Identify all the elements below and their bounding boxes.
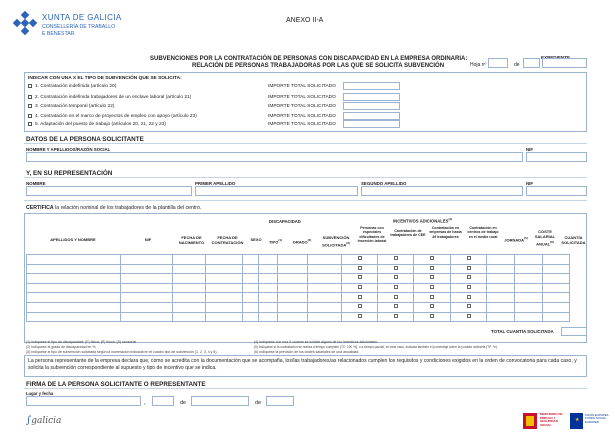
column-footnote-14: (6) — [550, 239, 554, 244]
column-header-text-7: GRADO — [292, 239, 308, 245]
column-header-text-15: CUANTÍA SOLICITADA — [561, 235, 586, 245]
table-cell[interactable] — [206, 274, 243, 284]
table-cell[interactable] — [308, 312, 342, 322]
column-header-text-12: Contratación en centros de trabajo en el medio rural — [467, 226, 499, 239]
incentive-checkbox[interactable] — [467, 285, 471, 289]
column-footnote-13: (5) — [524, 236, 528, 240]
table-cell[interactable] — [243, 283, 259, 293]
rep-primer-apellido-label: PRIMER APELLIDO — [195, 181, 236, 186]
month-field[interactable] — [191, 396, 249, 406]
column-footnote-8: (3) — [346, 240, 350, 245]
column-header-text-2: NIF — [144, 237, 152, 242]
galicia-swoosh-icon: ∫ — [26, 415, 32, 426]
table-cell[interactable] — [259, 274, 278, 284]
table-cell[interactable] — [543, 274, 570, 284]
column-header-1 — [26, 238, 120, 243]
incentive-cell[interactable] — [342, 293, 378, 303]
table-cell[interactable] — [173, 312, 206, 322]
table-row — [27, 274, 570, 284]
column-header-text-11: Contratación en empresas de hasta 49 trabajadores — [429, 226, 462, 239]
incentive-cell[interactable] — [414, 302, 451, 312]
galicia-brand-text: galicia — [31, 416, 62, 426]
signature-divider — [24, 388, 587, 389]
table-cell[interactable] — [173, 293, 206, 303]
table-cell[interactable] — [243, 264, 259, 274]
table-cell[interactable] — [515, 302, 543, 312]
incentive-checkbox[interactable] — [467, 275, 471, 279]
column-header-9 — [354, 226, 390, 244]
table-cell[interactable] — [259, 255, 278, 265]
incentive-checkbox[interactable] — [394, 285, 398, 289]
incentive-cell[interactable] — [451, 293, 487, 303]
table-cell[interactable] — [308, 283, 342, 293]
applicant-name-field[interactable] — [26, 152, 523, 162]
table-cell[interactable] — [308, 255, 342, 265]
column-header-12 — [465, 226, 501, 239]
incentive-cell[interactable] — [342, 255, 378, 265]
incentive-checkbox[interactable] — [430, 266, 434, 270]
incentive-checkbox[interactable] — [358, 314, 362, 318]
table-cell[interactable] — [121, 255, 173, 265]
incentive-checkbox[interactable] — [430, 295, 434, 299]
incentive-cell[interactable] — [342, 283, 378, 293]
column-header-text-4: FECHA DE CONTRATACIÓN — [211, 235, 244, 245]
subsidy-total-field-4[interactable] — [343, 112, 400, 120]
table-cell[interactable] — [308, 264, 342, 274]
subsidy-total-label-4: IMPORTE TOTAL SOLICITADO — [268, 113, 336, 119]
table-cell[interactable] — [515, 255, 543, 265]
subsidy-total-field-5[interactable] — [343, 120, 400, 128]
column-header-text-1: APELLIDOS Y NOMBRE — [50, 237, 96, 242]
note-5: (5) Indíquese si la contratación se realiza a tiempo completo (TC: 100 %), o a tiempo parcial, en este caso, indicará también el porcentaje sobre la jornada ordinaria (TP: %). — [254, 345, 498, 349]
incentive-checkbox[interactable] — [430, 256, 434, 260]
column-header-11 — [427, 226, 464, 239]
incentive-checkbox[interactable] — [394, 314, 398, 318]
subsidy-total-label-2: IMPORTE TOTAL SOLICITADO — [268, 94, 336, 100]
table-cell[interactable] — [515, 274, 543, 284]
column-header-13 — [502, 236, 530, 243]
table-cell[interactable] — [487, 264, 515, 274]
table-cell[interactable] — [243, 293, 259, 303]
incentive-checkbox[interactable] — [358, 285, 362, 289]
incentive-checkbox[interactable] — [358, 266, 362, 270]
incentive-checkbox[interactable] — [394, 304, 398, 308]
table-cell[interactable] — [308, 274, 342, 284]
table-cell[interactable] — [243, 274, 259, 284]
incentive-cell[interactable] — [414, 293, 451, 303]
incentive-checkbox[interactable] — [467, 314, 471, 318]
table-row — [27, 293, 570, 303]
table-row — [27, 264, 570, 274]
incentive-cell[interactable] — [414, 255, 451, 265]
incentive-cell[interactable] — [342, 274, 378, 284]
applicant-section-title: DATOS DE LA PERSONA SOLICITANTE — [26, 136, 144, 143]
incentive-checkbox[interactable] — [467, 304, 471, 308]
ministry-label: MINISTERIO DE EMPLEO Y SEGURIDAD SOCIAL — [540, 412, 563, 427]
column-header-text-3: FECHA DE NACIMIENTO — [178, 235, 205, 245]
table-cell[interactable] — [27, 312, 121, 322]
column-header-text-13: JORNADA — [504, 237, 525, 243]
table-cell[interactable] — [515, 264, 543, 274]
incentivos-header-text: INCENTIVOS ADICIONALES — [393, 218, 449, 224]
table-cell[interactable] — [259, 312, 278, 322]
subsidy-intro: INDICAR CON UNA X EL TIPO DE SUBVENCIÓN QUE SE SOLICITA: — [28, 76, 182, 81]
table-cell[interactable] — [121, 302, 173, 312]
place-date-label: Lugar y fecha — [26, 391, 54, 396]
subsidy-checkbox-3[interactable] — [28, 104, 32, 108]
incentive-cell[interactable] — [378, 283, 414, 293]
table-cell[interactable] — [121, 293, 173, 303]
incentive-checkbox[interactable] — [430, 314, 434, 318]
subsidy-type-label-2: 2. Contratación indefinida trabajadores de un enclave laboral (artículo 21) — [35, 94, 192, 100]
certifica-text — [26, 205, 201, 211]
incentive-cell[interactable] — [451, 312, 487, 322]
table-cell[interactable] — [173, 255, 206, 265]
incentive-cell[interactable] — [378, 302, 414, 312]
incentive-cell[interactable] — [414, 283, 451, 293]
table-cell[interactable] — [27, 293, 121, 303]
incentive-cell[interactable] — [342, 264, 378, 274]
incentive-checkbox[interactable] — [430, 304, 434, 308]
place-field[interactable] — [26, 396, 141, 406]
table-cell[interactable] — [278, 274, 308, 284]
incentive-checkbox[interactable] — [358, 256, 362, 260]
incentive-cell[interactable] — [451, 274, 487, 284]
incentive-checkbox[interactable] — [358, 275, 362, 279]
incentive-checkbox[interactable] — [467, 266, 471, 270]
incentive-cell[interactable] — [378, 264, 414, 274]
table-cell[interactable] — [27, 255, 121, 265]
note-4: (4) Indíquese con una X cuando se solicite alguno de los incentivos adicionales. — [254, 340, 378, 344]
form-title-line1: SUBVENCIONES POR LA CONTRATACIÓN DE PERSONAS CON DISCAPACIDAD EN LA EMPRESA ORDINARIA: — [150, 56, 468, 62]
incentive-cell[interactable] — [378, 255, 414, 265]
incentive-cell[interactable] — [414, 312, 451, 322]
subsidy-checkbox-5[interactable] — [28, 122, 32, 126]
certifica-divider — [24, 200, 587, 201]
incentive-cell[interactable] — [378, 274, 414, 284]
table-cell[interactable] — [487, 255, 515, 265]
table-cell[interactable] — [515, 293, 543, 303]
rep-primer-apellido-field[interactable] — [195, 186, 358, 196]
table-cell[interactable] — [487, 293, 515, 303]
incentive-cell[interactable] — [414, 274, 451, 284]
table-cell[interactable] — [206, 264, 243, 274]
column-header-7 — [287, 238, 317, 245]
column-header-10 — [390, 229, 426, 238]
table-cell[interactable] — [487, 283, 515, 293]
representative-divider — [24, 177, 587, 178]
column-header-4 — [209, 236, 246, 246]
column-header-text-9: Personas con especiales dificultades de inserción laboral — [357, 226, 387, 244]
rep-segundo-apellido-label: SEGUNDO APELLIDO — [361, 181, 407, 186]
column-header-5 — [248, 238, 264, 243]
day-field[interactable] — [152, 396, 174, 406]
table-cell[interactable] — [121, 283, 173, 293]
table-cell[interactable] — [243, 302, 259, 312]
incentive-checkbox[interactable] — [430, 285, 434, 289]
column-header-text-14: COSTE SALARIAL ANUAL — [534, 229, 556, 246]
applicant-divider — [24, 143, 587, 144]
table-cell[interactable] — [278, 264, 308, 274]
table-cell[interactable] — [278, 293, 308, 303]
note-2: (2) Indíquese el grado de discapacidad en %. — [26, 345, 97, 349]
incentive-checkbox[interactable] — [467, 256, 471, 260]
applicant-name-label: NOMBRE Y APELLIDOS/RAZÓN SOCIAL — [26, 147, 111, 152]
table-cell[interactable] — [173, 302, 206, 312]
incentivos-footnote: (4) — [448, 217, 453, 221]
table-cell[interactable] — [487, 274, 515, 284]
column-header-6 — [266, 238, 285, 245]
incentive-checkbox[interactable] — [358, 295, 362, 299]
subsidy-total-field-1[interactable] — [343, 82, 400, 90]
table-cell[interactable] — [278, 255, 308, 265]
table-cell[interactable] — [206, 293, 243, 303]
table-cell[interactable] — [27, 302, 121, 312]
table-row — [27, 283, 570, 293]
subsidy-checkbox-1[interactable] — [28, 84, 32, 88]
place-comma: , — [144, 400, 146, 406]
column-header-2 — [122, 238, 174, 243]
incentive-checkbox[interactable] — [394, 295, 398, 299]
rep-segundo-apellido-field[interactable] — [361, 186, 523, 196]
fse-label: FONDO SOCIAL EUROPEO — [585, 416, 607, 424]
table-cell[interactable] — [259, 293, 278, 303]
hoja-de-label: de — [514, 62, 520, 68]
column-header-text-5: SEXO — [250, 237, 262, 242]
subsidy-type-label-5: 5. Adaptación del puesto de trabajo (artículos 20, 21, 22 y 23) — [35, 121, 166, 127]
table-cell[interactable] — [543, 283, 570, 293]
incentive-checkbox[interactable] — [358, 304, 362, 308]
column-header-text-10: Contratación de trabajadores de CEE — [390, 229, 426, 238]
table-cell[interactable] — [543, 264, 570, 274]
subsidy-total-label-3: IMPORTE TOTAL SOLICITADO — [268, 103, 336, 109]
table-cell[interactable] — [278, 283, 308, 293]
spain-coat-of-arms-icon — [523, 413, 537, 429]
column-footnote-6: (1) — [278, 238, 282, 242]
de-label-1: de — [180, 400, 187, 406]
incentive-cell[interactable] — [342, 312, 378, 322]
table-cell[interactable] — [308, 302, 342, 312]
table-cell[interactable] — [27, 274, 121, 284]
hoja-label: Hoja nº — [470, 62, 487, 68]
total-cuantia-label: TOTAL CUANTÍA SOLICITADA — [491, 329, 554, 334]
eu-label — [585, 414, 611, 424]
incentive-checkbox[interactable] — [394, 256, 398, 260]
table-cell[interactable] — [515, 312, 543, 322]
table-row — [27, 302, 570, 312]
certifica-lead: CERTIFICA — [26, 205, 54, 211]
column-header-text-6: TIPO — [268, 239, 279, 245]
eu-flag-icon: ★ — [570, 413, 583, 429]
note-6: (6) Indíquese la previsión de los costes salariales de una anualidad. — [254, 350, 360, 354]
hoja-total-field[interactable] — [523, 58, 540, 68]
table-cell[interactable] — [206, 312, 243, 322]
incentive-cell[interactable] — [378, 312, 414, 322]
table-cell[interactable] — [543, 302, 570, 312]
signature-section-title: FIRMA DE LA PERSONA SOLICITANTE O REPRESENTANTE — [26, 381, 206, 388]
applicant-nif-field[interactable] — [526, 152, 587, 162]
department-line2: E BENESTAR — [42, 31, 75, 37]
subsidy-checkbox-4[interactable] — [28, 114, 32, 118]
table-cell[interactable] — [121, 274, 173, 284]
year-field[interactable] — [266, 396, 294, 406]
workers-table — [26, 254, 570, 322]
table-cell[interactable] — [515, 283, 543, 293]
rep-nif-label: NIF — [526, 181, 534, 186]
rep-nombre-field[interactable] — [26, 186, 192, 196]
table-cell[interactable] — [206, 283, 243, 293]
column-header-14 — [531, 230, 559, 247]
table-cell[interactable] — [487, 302, 515, 312]
subsidy-total-label-1: IMPORTE TOTAL SOLICITADO — [268, 83, 336, 89]
table-cell[interactable] — [27, 264, 121, 274]
table-cell[interactable] — [206, 302, 243, 312]
note-3: (3) Indíquese el tipo de subvención solicitada según la numeración indicada en el cuadro tipo de subvención (1, 2, 3, 4 y 5). — [26, 350, 218, 354]
table-cell[interactable] — [278, 312, 308, 322]
subsidy-type-label-4: 4. Contratación en el marco de proyectos de empleo con apoyo (artículo 23) — [35, 113, 197, 119]
certifica-body: la relación nominal de los trabajadores de la plantilla del centro. — [53, 205, 202, 211]
total-cuantia-field[interactable] — [561, 327, 587, 336]
table-cell[interactable] — [487, 312, 515, 322]
table-cell[interactable] — [206, 255, 243, 265]
de-label-2: de — [255, 400, 262, 406]
table-cell[interactable] — [173, 274, 206, 284]
form-title-line2: RELACIÓN DE PERSONAS TRABAJADORAS POR LAS QUE SE SOLICITA SUBVENCIÓN — [192, 63, 445, 69]
subsidy-checkbox-2[interactable] — [28, 95, 32, 99]
table-cell[interactable] — [543, 293, 570, 303]
subsidy-total-label-5: IMPORTE TOTAL SOLICITADO — [268, 121, 336, 127]
table-cell[interactable] — [243, 312, 259, 322]
table-cell[interactable] — [243, 255, 259, 265]
column-header-8 — [319, 236, 353, 248]
subsidy-total-field-2[interactable] — [343, 93, 400, 101]
table-row — [27, 255, 570, 265]
table-cell[interactable] — [259, 302, 278, 312]
incentive-cell[interactable] — [342, 302, 378, 312]
incentive-cell[interactable] — [451, 283, 487, 293]
incentive-checkbox[interactable] — [394, 275, 398, 279]
column-header-3 — [175, 236, 208, 246]
hoja-number-field[interactable] — [488, 58, 508, 68]
subsidy-type-label-1: 1. Contratación indefinida (artículo 20) — [35, 83, 117, 89]
table-cell[interactable] — [121, 312, 173, 322]
xunta-logo-icon — [14, 12, 36, 34]
rep-nif-field[interactable] — [526, 186, 587, 196]
column-footnote-7: (2) — [307, 238, 312, 242]
incentivos-header — [393, 217, 452, 223]
incentive-cell[interactable] — [451, 255, 487, 265]
annex-label: ANEXO II-A — [286, 17, 324, 24]
expediente-field[interactable] — [542, 58, 587, 68]
department-line1: CONSELLERÍA DE TRABALLO — [42, 24, 116, 30]
table-cell[interactable] — [173, 264, 206, 274]
table-cell[interactable] — [173, 283, 206, 293]
table-cell[interactable] — [259, 264, 278, 274]
table-cell[interactable] — [543, 312, 570, 322]
table-cell[interactable] — [27, 283, 121, 293]
declaration-text: La persona representante de la empresa declara que, como se acredita con la documentación que se acompaña, los/las trabajadores/as relacionados cumplen los requisitos y condiciones exigidos en la orden de convocatoria para cada caso, y solicita la subvención correspondiente al supuesto y tipo de incentivo que se indica. — [28, 358, 577, 372]
column-header-15 — [560, 236, 587, 246]
table-cell[interactable] — [121, 264, 173, 274]
incentive-cell[interactable] — [414, 264, 451, 274]
incentive-checkbox[interactable] — [467, 295, 471, 299]
table-cell[interactable] — [259, 283, 278, 293]
representative-section-title: Y, EN SU REPRESENTACIÓN — [26, 170, 113, 177]
incentive-cell[interactable] — [451, 264, 487, 274]
incentive-cell[interactable] — [451, 302, 487, 312]
incentive-checkbox[interactable] — [394, 266, 398, 270]
applicant-nif-label: NIF — [526, 147, 534, 152]
galicia-brand — [26, 415, 61, 426]
note-1: (1) Indíquese el tipo de discapacidad: (F) física, (P) física, (S) sensorial. — [26, 340, 138, 344]
subsidy-type-label-3: 3. Contratación temporal (artículo 22) — [35, 103, 115, 109]
rep-nombre-label: NOMBRE — [26, 181, 46, 186]
org-name: XUNTA DE GALICIA — [42, 13, 122, 22]
table-row — [27, 312, 570, 322]
eu-label-text: UNIÓN EUROPEA — [585, 413, 609, 417]
discapacidad-header: DISCAPACIDAD — [269, 219, 301, 224]
column-header-text-8: SUBVENCIÓN SOLICITADA — [322, 235, 350, 248]
table-cell[interactable] — [308, 293, 342, 303]
table-cell[interactable] — [278, 302, 308, 312]
incentive-checkbox[interactable] — [430, 275, 434, 279]
table-cell[interactable] — [543, 255, 570, 265]
subsidy-total-field-3[interactable] — [343, 102, 400, 110]
incentive-cell[interactable] — [378, 293, 414, 303]
